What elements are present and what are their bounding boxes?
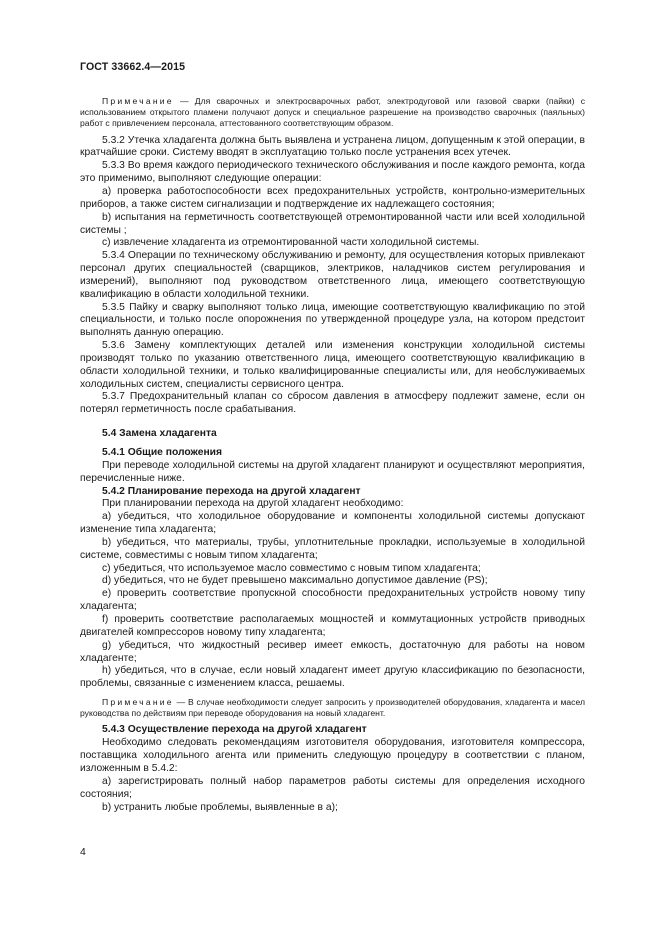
paragraph-5-4-3: Необходимо следовать рекомендациям изготовителя оборудования, изготовителя компрессора, поставщика холодильного агента или применить следующую процедуру в соответствии с планом, изложенным в 5.4.2: (80, 737, 585, 774)
note-tag: Примечание (102, 697, 174, 708)
list-item: а) проверка работоспособности всех предохранительных устройств, контрольно-измерительных приборов, а также систем сигнализации и подтверждение их надлежащего состояния; (80, 185, 585, 210)
paragraph-5-4-1: При переводе холодильной системы на другой хладагент планируют и осуществляют мероприятия, перечисленные ниже. (80, 459, 585, 484)
list-item: а) зарегистрировать полный набор параметров работы системы для определения исходного состояния; (80, 775, 585, 800)
page-number: 4 (80, 847, 86, 858)
paragraph-5-4-2: При планировании перехода на другой хладагент необходимо: (102, 498, 404, 510)
paragraph-5-3-2: 5.3.2 Утечка хладагента должна быть выявлена и устранена лицом, допущенным к этой операции, в кратчайшие сроки. Систему вводят в эксплуатацию только после устранения всех утечек. (80, 134, 585, 159)
list-item: b) испытания на герметичность соответствующей отремонтированной части или всей холодильной системы ; (80, 211, 585, 236)
document-header: ГОСТ 33662.4—2015 (80, 61, 186, 73)
note-tag: Примечание (102, 96, 174, 106)
list-item: с) извлечение хладагента из отремонтированной части холодильной системы. (102, 237, 480, 249)
subsection-heading-5-4-3: 5.4.3 Осуществление перехода на другой хладагент (102, 724, 367, 736)
note (80, 96, 585, 130)
paragraph-5-3-6: 5.3.6 Замену комплектующих деталей или изменения конструкции холодильной системы производят только по указанию ответственного лица, имеющего соответствующую квалификацию в области холодильной техники, и только квалифицированные специалисты или, для необслуживаемых холодильных систем, специалисты сервисного центра. (80, 340, 585, 390)
paragraph-5-3-3: 5.3.3 Во время каждого периодического технического обслуживания и после каждого ремонта, когда это применимо, выполняют следующие операции: (80, 160, 585, 185)
paragraph-5-3-7: 5.3.7 Предохранительный клапан со сбросом давления в атмосферу подлежит замене, если он потерял герметичность после срабатывания. (80, 391, 585, 416)
paragraph-5-3-5: 5.3.5 Пайку и сварку выполняют только лица, имеющие соответствующую квалификацию по этой специальности, и только после опорожнения по утвержденной процедуре узла, на котором предстоит выполнять данную операцию. (80, 301, 585, 339)
section-heading-5-4: 5.4 Замена хладагента (102, 428, 217, 440)
subsection-heading-5-4-2: 5.4.2 Планирование перехода на другой хладагент (102, 485, 361, 497)
list-item: b) устранить любые проблемы, выявленные в а); (102, 801, 338, 813)
list-item: f) проверить соответствие располагаемых мощностей и коммутационных устройств приводных двигателей компрессоров новому типу хладагента; (80, 613, 585, 638)
list-item: g) убедиться, что жидкостный ресивер имеет емкость, достаточную для работы на новом хладагенте; (80, 639, 585, 664)
note (80, 697, 585, 719)
paragraph-5-3-4: 5.3.4 Операции по техническому обслуживанию и ремонту, для осуществления которых привлекают персонал других специальностей (сварщиков, электриков, наладчиков систем регулирования и измерений), выполняют под руководством ответственного лица, имеющего соответствующую квалификацию в области холодильной техники. (80, 250, 585, 300)
list-item: d) убедиться, что не будет превышено максимально допустимое давление (PS); (102, 575, 488, 587)
list-item: c) убедиться, что используемое масло совместимо с новым типом хладагента; (102, 562, 481, 574)
note-text: — Для сварочных и электросварочных работ, электродуговой или газовой сварки (пайки) с использованием открытого пламени получают допуск и специальное разрешение на производство сварочных (паяльных) работ с привлечением персонала, аттестованного соответствующим образом. (80, 96, 585, 129)
document-body (80, 96, 585, 814)
subsection-heading-5-4-1: 5.4.1 Общие положения (102, 447, 222, 459)
list-item: e) проверить соответствие пропускной способности предохранительных устройств новому типу хладагента; (80, 588, 585, 613)
list-item: h) убедиться, что в случае, если новый хладагент имеет другую классификацию по безопасности, проблемы, связанные с изменением класса, решаемы. (80, 665, 585, 690)
list-item: а) убедиться, что холодильное оборудование и компоненты холодильной системы допускают изменение типа хладагента; (80, 511, 585, 536)
list-item: b) убедиться, что материалы, трубы, уплотнительные прокладки, используемые в холодильной системе, совместимы с новым типом хладагента; (80, 536, 585, 561)
note-text: — В случае необходимости следует запросить у производителей оборудования, хладагента и масел руководства по действиям при переводе оборудования на новый хладагент. (80, 697, 585, 719)
